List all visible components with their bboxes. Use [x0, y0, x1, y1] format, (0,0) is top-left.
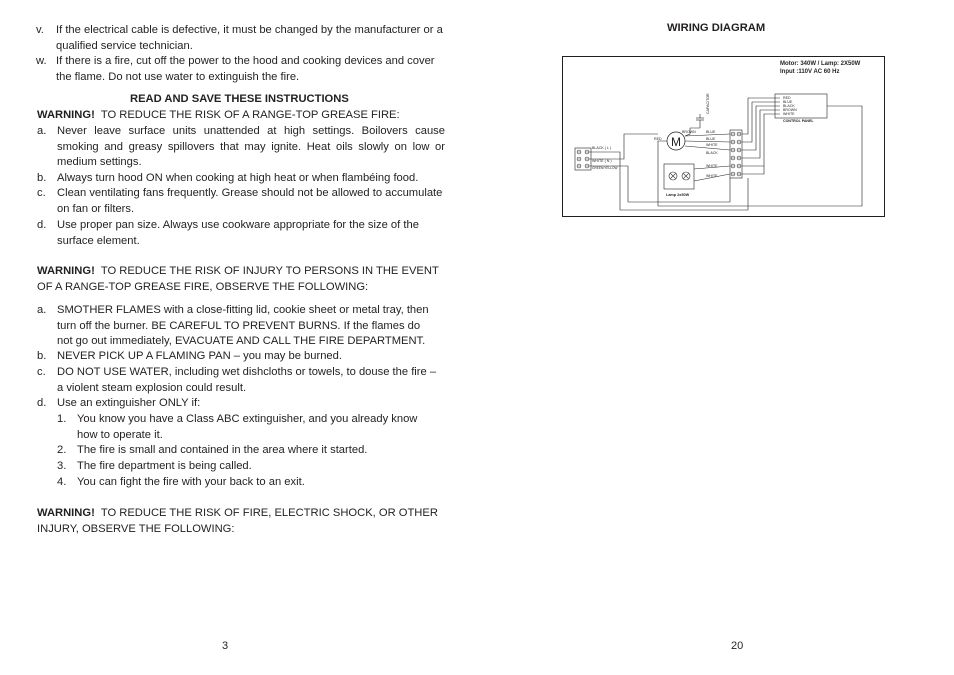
- sublist-item-3-line1: The fire department is being called.: [77, 460, 252, 472]
- sublist-item-1-line2: how to operate it.: [77, 428, 163, 441]
- item-w-line1: If there is a fire, cut off the power to the hood and cooking devices and cover: [56, 55, 435, 67]
- warning-3-line1: TO REDUCE THE RISK OF FIRE, ELECTRIC SHOCK, OR OTHER: [100, 507, 438, 519]
- lamp-label: Lamp 2x50W: [666, 193, 690, 197]
- motor-symbol: M: [671, 135, 681, 149]
- warning-3-label: WARNING!: [37, 507, 95, 519]
- page-number-left: 3: [222, 640, 229, 652]
- control-panel-label: CONTROL PANEL: [783, 119, 814, 123]
- list2-item-c-line2: a violent steam explosion could result.: [57, 381, 247, 394]
- warning-3-line2: INJURY, OBSERVE THE FOLLOWING:: [37, 523, 235, 535]
- list2-item-a-label: a.: [37, 304, 47, 316]
- sublist-item-1-line1: You know you have a Class ABC extinguisher, and you already know: [77, 413, 418, 425]
- terminal-blue: BLUE: [706, 130, 716, 134]
- spec-line-2: Input :110V AC 60 Hz: [780, 69, 840, 75]
- panel-wire-white: WHITE: [783, 112, 795, 116]
- terminal-blue-2: BLUE: [706, 137, 716, 141]
- list2-item-a-line2: turn off the burner. BE CAREFUL TO PREVENT BURNS. If the flames do: [57, 319, 421, 332]
- sublist-item-4-label: 4.: [57, 476, 67, 488]
- wiring-diagram: [562, 56, 886, 218]
- panel-wire-brown: BROWN: [783, 108, 797, 112]
- list1-item-a-label: a.: [37, 125, 47, 137]
- item-v-line2: qualified service technician.: [56, 39, 193, 52]
- list1-item-c-line1: Clean ventilating fans frequently. Grease should not be allowed to accumulate: [57, 187, 443, 199]
- item-w-label: w.: [36, 55, 47, 67]
- list1-item-a-line2: smoking and greasy spillovers that may ignite. Heat oils slowly on low or: [57, 140, 445, 153]
- list1-item-c-line2: on fan or filters.: [57, 202, 135, 215]
- sublist-item-4-line1: You can fight the fire with your back to an exit.: [77, 476, 305, 488]
- terminal-black: BLACK: [706, 151, 718, 155]
- motor-wire-red: RED: [654, 137, 662, 141]
- list1-item-b-line1: Always turn hood ON when cooking at high heat or when flambéing food.: [57, 172, 419, 184]
- list1-item-c-label: c.: [37, 187, 46, 199]
- terminal-white-3: WHITE: [706, 174, 718, 178]
- warning-1-label: WARNING!: [37, 109, 95, 121]
- instructions-heading: READ AND SAVE THESE INSTRUCTIONS: [130, 93, 349, 105]
- list1-item-a-line3: medium settings.: [57, 156, 142, 169]
- item-v-line1: If the electrical cable is defective, it must be changed by the manufacturer or a: [56, 24, 443, 36]
- spec-line-1: Motor: 340W / Lamp: 2X50W: [780, 61, 861, 67]
- page-number-right: 20: [731, 640, 744, 652]
- sublist-item-2-label: 2.: [57, 444, 67, 456]
- list2-item-b-line1: NEVER PICK UP A FLAMING PAN – you may be burned.: [57, 350, 342, 362]
- list2-item-b-label: b.: [37, 350, 47, 362]
- diagram-frame: [563, 57, 885, 217]
- list1-item-b-label: b.: [37, 172, 47, 184]
- warning-2-line1: TO REDUCE THE RISK OF INJURY TO PERSONS IN THE EVENT: [100, 265, 439, 277]
- sublist-item-3-label: 3.: [57, 460, 67, 472]
- sublist-item-1-label: 1.: [57, 413, 67, 425]
- mains-ground: GREEN/YELLOW: [592, 166, 618, 170]
- mains-white-n: WHITE ( N ): [592, 159, 612, 163]
- motor-wire-brown: BROWN: [682, 130, 696, 134]
- panel-wire-black: BLACK: [783, 104, 795, 108]
- list1-item-d-line2: surface element.: [57, 234, 140, 247]
- list2-item-d-label: d.: [37, 397, 47, 409]
- terminal-white-2: WHITE: [706, 164, 718, 168]
- item-w-line2: the flame. Do not use water to extinguish the fire.: [56, 70, 300, 83]
- capacitor-label: CAPACITOR: [706, 93, 710, 114]
- list2-item-a-line1: SMOTHER FLAMES with a close-fitting lid, cookie sheet or metal tray, then: [57, 304, 429, 316]
- wiring-diagram-title: WIRING DIAGRAM: [667, 22, 766, 34]
- terminal-white: WHITE: [706, 143, 718, 147]
- warning-2-label: WARNING!: [37, 265, 95, 277]
- list1-item-d-line1: Use proper pan size. Always use cookware appropriate for the size of the: [57, 219, 419, 231]
- list2-item-c-line1: DO NOT USE WATER, including wet dishcloths or towels, to douse the fire –: [57, 366, 437, 378]
- item-v-label: v.: [36, 24, 44, 36]
- panel-wire-blue: BLUE: [783, 100, 793, 104]
- list1-item-a-line1: Never leave surface units unattended at high settings. Boilovers cause: [57, 125, 445, 137]
- warning-2: [37, 264, 439, 280]
- terminal-block-left: [575, 148, 591, 170]
- panel-wire-red: RED: [783, 96, 791, 100]
- list1-item-d-label: d.: [37, 219, 47, 231]
- list2-item-c-label: c.: [37, 366, 46, 378]
- warning-2-line2: OF A RANGE-TOP GREASE FIRE, OBSERVE THE FOLLOWING:: [37, 281, 369, 293]
- mains-black-l: BLACK ( L ): [592, 146, 612, 150]
- warning-3: [37, 506, 438, 522]
- sublist-item-2-line1: The fire is small and contained in the area where it started.: [77, 444, 368, 456]
- list2-item-d-line1: Use an extinguisher ONLY if:: [57, 397, 201, 409]
- terminal-block-right: [730, 130, 742, 178]
- warning-1-text: TO REDUCE THE RISK OF A RANGE-TOP GREASE FIRE:: [100, 109, 400, 121]
- warning-1: [37, 108, 400, 124]
- list2-item-a-line3: not go out immediately, EVACUATE AND CALL THE FIRE DEPARTMENT.: [57, 335, 426, 348]
